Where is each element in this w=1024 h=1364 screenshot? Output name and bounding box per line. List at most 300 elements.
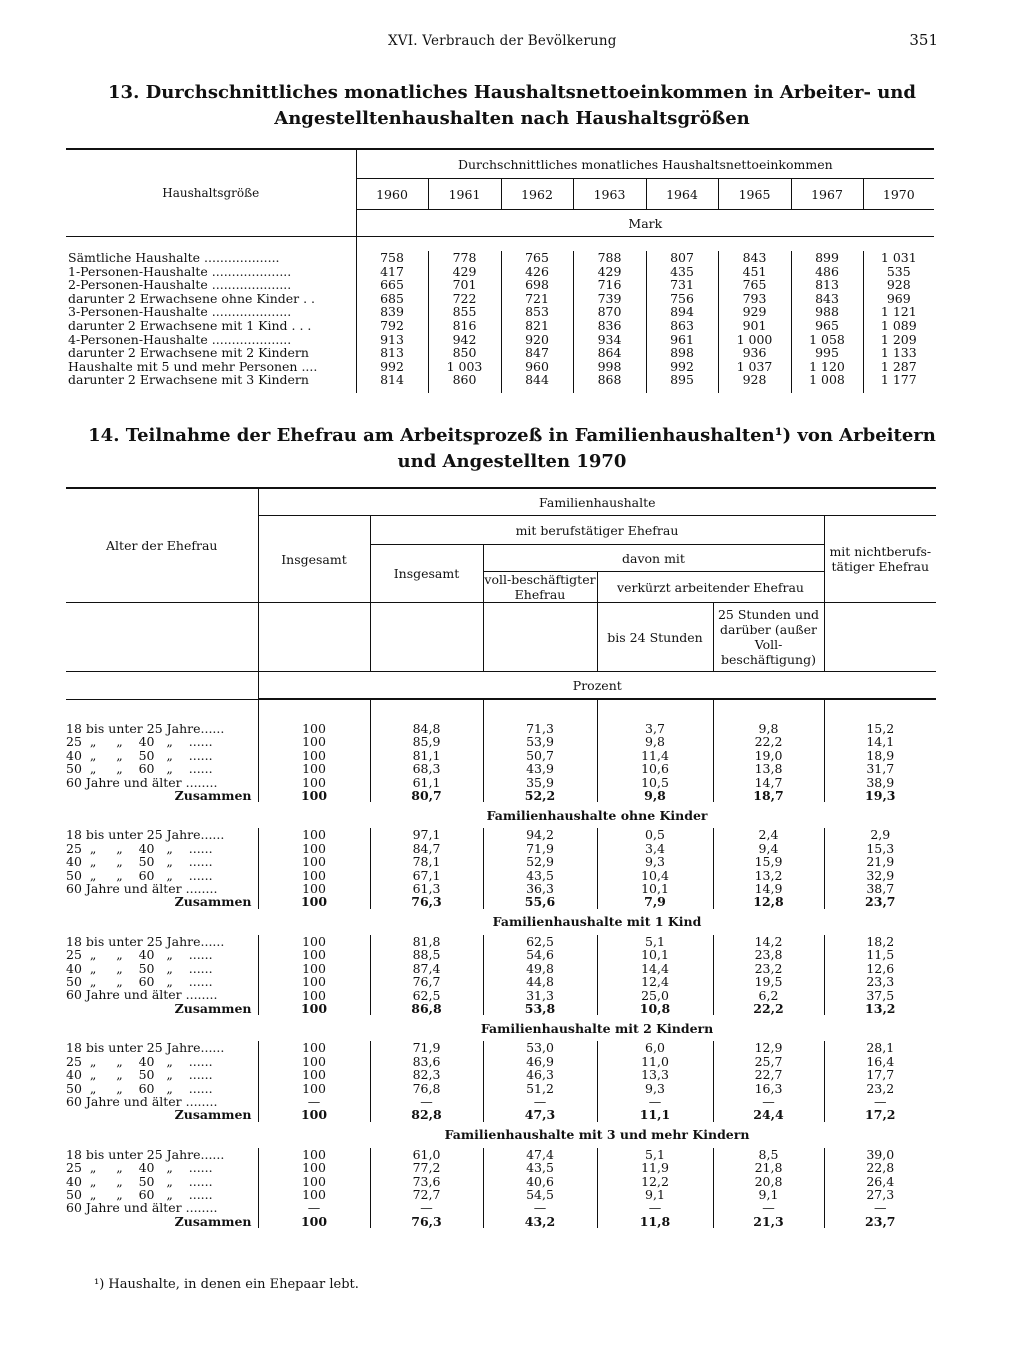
table14-cell: 28,1 [866,1040,895,1056]
table14-total-cell: 76,3 [411,1213,442,1229]
table13-unit: Mark [356,210,934,237]
table14-cell: 62,5 [412,987,441,1003]
table14-total-cell: 22,2 [753,1000,784,1016]
table13-cell: 1 209 [880,331,917,347]
table14-cell: 100 [302,774,326,790]
table14-cell: 62,5 [526,933,554,949]
table14-column-bis-24-stunden [597,1041,713,1121]
table14-cell: — [420,1200,433,1216]
table13-cell: 731 [670,277,694,293]
table14-davon-mit: davon mit [483,545,824,572]
table14-column-berufstaetig-insgesamt [370,722,483,802]
table14-cell: 100 [302,1067,326,1083]
table14-cell: 61,0 [412,1146,441,1162]
table14-cell: 12,2 [641,1173,669,1189]
table14-cell: 36,3 [526,881,554,897]
table14-cell: 9,8 [645,734,665,750]
table14-column-nicht-berufstaetig [824,722,936,802]
table14-column-berufstaetig-insgesamt [370,828,483,908]
table14-cell: 43,5 [526,867,554,883]
table13-cell: 721 [525,290,549,306]
table14-column-insgesamt [258,1148,370,1228]
table13-cell: 1 287 [880,358,917,374]
table13-year-header: 1963 [573,179,646,210]
table14-familienhaushalte: Familienhaushalte [258,488,936,516]
table14-age-label: 60 Jahre und älter ........ [66,1093,218,1109]
table14-cell: 12,6 [866,960,895,976]
table14-age-label: 25 „ „ 40 „ ...... [66,947,213,963]
table14-age-label: 40 „ „ 50 „ ...... [66,747,213,763]
table13-cell: 899 [815,250,839,265]
table14-cell: 35,9 [526,774,554,790]
table14-cell: 100 [302,987,326,1003]
table14-cell: 100 [302,1173,326,1189]
table14-cell: 10,1 [641,947,669,963]
table14-cell: 37,5 [866,987,895,1003]
table13-column-1963 [573,251,646,393]
table14-total-cell: 18,7 [753,788,784,804]
table14-total-label: Zusammen [174,1213,252,1229]
table14-total-cell: 100 [300,1107,328,1123]
table14-cell: 19,0 [754,747,783,763]
table14-age-label: 60 Jahre und älter ........ [66,881,218,897]
table13-cell: 929 [742,304,767,320]
table13-cell: 814 [380,372,404,388]
table13-cell: 792 [380,317,404,333]
table14-verkuerzt: verkürzt arbeitender Ehefrau [597,572,824,603]
table13-row-label: 4-Personen-Haushalte .................... [68,331,292,347]
table13-year-header: 1970 [863,179,934,210]
table14-column-insgesamt [258,722,370,802]
table14-section-title: Familienhaushalte mit 1 Kind [492,914,702,930]
table14-cell: 52,9 [526,854,554,870]
table13-cell: 1 031 [880,250,917,265]
table14-section-rows [66,1041,936,1121]
table13-cell: 843 [815,290,839,306]
table14-cell: 54,5 [526,1186,554,1202]
table14-total-cell: 12,8 [753,894,784,910]
table13-cell: 839 [380,304,404,320]
table14-cell: 100 [302,933,326,949]
table14-column-insgesamt [258,935,370,1015]
table13-row-label: darunter 2 Erwachsene mit 1 Kind . . . [68,317,312,333]
table14-total-cell: 80,7 [411,788,442,804]
table14-cell: 44,8 [526,974,554,990]
table14-total-cell: 19,3 [865,788,896,804]
table14-cell: 11,9 [641,1160,669,1176]
table14-cell: 43,5 [526,1160,554,1176]
table14-age-label: 40 „ „ 50 „ ...... [66,1067,213,1083]
table14-total-cell: 11,1 [639,1107,671,1123]
table13-cell: 1 089 [880,317,917,333]
table14-cell: — [762,1200,775,1216]
table13-cell: 788 [597,250,622,265]
table14-column-berufstaetig-insgesamt [370,1041,483,1121]
table14-cell: 15,9 [754,854,783,870]
table13-year-header: 1965 [718,179,791,210]
table14-cell: 97,1 [412,827,441,843]
table14-cell: 94,2 [526,827,554,843]
table14-cell: 61,3 [412,881,441,897]
table14-cell: 71,9 [412,1040,441,1056]
table14-cell: 51,2 [526,1080,554,1096]
table14-cell: 31,7 [866,761,895,777]
table13-cell: 816 [452,317,477,333]
table13-cell: 934 [597,331,622,347]
table14-cell: 18,2 [866,933,895,949]
table14-total-cell: 53,8 [524,1000,556,1016]
table13-cell: 701 [452,277,477,293]
table13-column-1965 [718,251,791,393]
table14-cell: 100 [302,854,326,870]
table14-cell: 54,6 [526,947,554,963]
table13-cell: 936 [742,345,767,361]
table14-title [0,423,1024,475]
table13-cell: 920 [525,331,549,347]
table14 [66,487,936,1228]
table13-row-label: 1-Personen-Haushalte .................... [68,263,292,279]
table14-stub-header: Alter der Ehefrau [66,488,258,603]
table14-cell: 50,7 [526,747,554,763]
table14-age-label: 60 Jahre und älter ........ [66,1200,218,1216]
table14-cell: 14,2 [754,933,783,949]
table13-cell: 853 [525,304,549,320]
table14-column-25-stunden-und-mehr [713,722,824,802]
table14-cell: 26,4 [866,1173,895,1189]
table14-cell: 10,4 [641,867,669,883]
table14-total-cell: 24,4 [753,1107,784,1123]
table13-cell: 1 120 [809,358,845,374]
table14-cell: 9,3 [645,854,665,870]
table13-cell: 698 [525,277,549,293]
table14-cell: — [420,1093,433,1109]
table14-cell: 85,9 [412,734,441,750]
table14-cell: 43,9 [526,761,554,777]
table13-cell: 965 [815,317,839,333]
table13-cell: 992 [670,358,694,374]
table13-cell: 847 [525,345,549,361]
table13-column-1967 [791,251,863,393]
footnote: ¹) Haushalte, in denen ein Ehepaar lebt. [94,1277,359,1292]
table14-total-label: Zusammen [174,894,252,910]
table14-section-rows [66,722,936,802]
table13-row-label: darunter 2 Erwachsene mit 2 Kindern [68,345,309,361]
table13-year-header: 1960 [356,179,428,210]
table14-cell: 13,3 [641,1067,669,1083]
table14-cell: 88,5 [412,947,441,963]
table14-age-label: 60 Jahre und älter ........ [66,987,218,1003]
table13-cell: 486 [815,263,839,279]
table13-cell: 778 [452,250,477,265]
table14-column-vollbeschaeftigt [483,722,597,802]
table14-cell: 100 [302,1146,326,1162]
table14-row-labels [66,722,258,802]
table13-year-header: 1964 [646,179,718,210]
table14-column-25-stunden-und-mehr [713,935,824,1015]
table14-total-cell: 43,2 [524,1213,556,1229]
table13-cell: 863 [670,317,694,333]
table13-cell: 435 [670,263,694,279]
table13-cell: 992 [380,358,404,374]
table13-cell: 1 121 [880,304,917,320]
table14-cell: 100 [302,947,326,963]
table14-cell: 100 [302,840,326,856]
table14-cell: 12,9 [754,1040,783,1056]
table13-cell: 960 [525,358,549,374]
table14-column-vollbeschaeftigt [483,828,597,908]
running-head: XVI. Verbrauch der Bevölkerung [388,33,617,49]
table14-cell: 17,7 [866,1067,895,1083]
table13-cell: 928 [886,277,911,293]
table13-column-1964 [646,251,718,393]
table14-cell: 13,8 [754,761,783,777]
table13-cell: 685 [380,290,404,306]
table13-row-label: 3-Personen-Haushalte .................... [68,304,292,320]
table14-row-labels [66,1148,258,1228]
table13-cell: 898 [670,345,694,361]
table14-cell: 27,3 [866,1186,895,1202]
table14-total-cell: 100 [300,788,328,804]
table14-cell: 83,6 [412,1053,441,1069]
table13-row-labels [66,251,356,393]
table14-cell: — [648,1093,662,1109]
table14-row-labels [66,828,258,908]
table13-cell: 429 [452,263,477,279]
table14-column-nicht-berufstaetig [824,1148,936,1228]
table13-cell: 451 [742,263,767,279]
table14-cell: 100 [302,747,326,763]
table14-cell: 100 [302,881,326,897]
table13-cell: 850 [452,345,477,361]
table14-cell: 46,3 [526,1067,554,1083]
table13-cell: 821 [525,317,549,333]
table14-cell: 22,7 [754,1067,783,1083]
table14-section-title: Familienhaushalte mit 3 und mehr Kindern [444,1127,750,1143]
table14-cell: 12,4 [641,974,669,990]
table14-cell: 11,0 [641,1053,669,1069]
table14-total-cell: 52,2 [524,788,556,804]
table14-total-label: Zusammen [174,1107,252,1123]
table13-cell: 844 [525,372,549,388]
table13-title-line2: Angestelltenhaushalten nach Haushaltsgrößen [274,108,750,129]
table13-cell: 961 [670,331,694,347]
table13-cell: 995 [815,345,839,361]
table14-cell: 22,2 [754,734,783,750]
table14-cell: 39,0 [866,1146,895,1162]
table14-cell: 2,4 [758,827,779,843]
table14-cell: 2,9 [870,827,891,843]
table14-section-rows [66,935,936,1015]
table14-cell: 32,9 [866,867,895,883]
table14-cell: 9,3 [645,1080,665,1096]
table14-cell: 6,0 [645,1040,665,1056]
table14-cell: 21,9 [866,854,895,870]
table14-column-vollbeschaeftigt [483,935,597,1015]
table14-cell: 0,5 [645,827,665,843]
table14-cell: 23,2 [754,960,783,976]
table13-cell: 860 [452,372,477,388]
table13-cell: 665 [380,277,404,293]
table14-unit: Prozent [258,672,936,700]
table14-cell: 100 [302,721,326,736]
table13-row-label: darunter 2 Erwachsene ohne Kinder . . [68,290,316,306]
table13-cell: 739 [597,290,622,306]
table14-column-insgesamt [258,1041,370,1121]
table14-cell: 11,4 [641,747,669,763]
table14-total-cell: 21,3 [753,1213,784,1229]
table13-cell: 998 [597,358,622,374]
table13-cell: 843 [742,250,767,265]
table13-cell: 813 [380,345,404,361]
table14-column-25-stunden-und-mehr [713,828,824,908]
table14-mit-berufstaetiger: mit berufstätiger Ehefrau [370,516,824,545]
table14-cell: 15,3 [866,840,895,856]
table14-column-bis-24-stunden [597,935,713,1015]
table13-cell: 864 [597,345,622,361]
table13-cell: 913 [380,331,404,347]
table14-total-cell: 23,7 [865,1213,896,1229]
table14-column-berufstaetig-insgesamt [370,935,483,1015]
table14-cell: 81,8 [412,933,441,949]
table14-cell: 19,5 [754,974,783,990]
table14-cell: 100 [302,827,326,843]
table14-cell: 100 [302,1040,326,1056]
table14-title-line1: 14. Teilnahme der Ehefrau am Arbeitsprozeß in Familienhaushalten¹) von Arbeitern [88,425,936,446]
table14-cell: 16,3 [754,1080,783,1096]
table14-cell: 9,4 [758,840,779,856]
table14-25plus: 25 Stunden und darüber (außer Voll-beschäftigung) [713,603,824,672]
table13-cell: 1 058 [809,331,845,347]
table13-column-1962 [501,251,573,393]
table14-column-nicht-berufstaetig [824,828,936,908]
table13-year-header: 1961 [428,179,501,210]
table14-age-label: 25 „ „ 40 „ ...... [66,840,213,856]
table14-cell: 11,5 [866,947,895,963]
table14-cell: 100 [302,867,326,883]
table13-cell: 535 [886,263,911,279]
table14-cell: — [533,1200,547,1216]
table14-column-25-stunden-und-mehr [713,1041,824,1121]
table13-year-header: 1967 [791,179,863,210]
table14-total-cell: 100 [300,1000,328,1016]
table14-cell: 100 [302,734,326,750]
table14-age-label: 50 „ „ 60 „ ...... [66,761,213,777]
table13-cell: 1 003 [446,358,483,374]
table13-row-label: 2-Personen-Haushalte .................... [68,277,292,293]
table14-cell: 100 [302,761,326,777]
table14-title-line2: und Angestellten 1970 [397,451,627,472]
table14-cell: 14,7 [754,774,783,790]
table14-cell: 40,6 [526,1173,554,1189]
table14-cell: 23,3 [866,974,895,990]
table14-column-vollbeschaeftigt [483,1148,597,1228]
table14-cell: 14,4 [641,960,669,976]
table13 [66,148,934,393]
table13-cell: 855 [452,304,477,320]
table14-total-cell: 11,8 [639,1213,671,1229]
table14-cell: — [874,1200,887,1216]
table13-cell: 793 [742,290,767,306]
table14-cell: 38,9 [866,774,895,790]
table14-age-label: 18 bis unter 25 Jahre...... [66,933,225,949]
table14-total-cell: 17,2 [865,1107,896,1123]
table14-cell: 10,1 [641,881,669,897]
table14-cell: 87,4 [412,960,441,976]
table13-cell: 813 [815,277,839,293]
table14-cell: 71,9 [526,840,554,856]
table14-cell: 25,7 [754,1053,783,1069]
table14-cell: 13,2 [754,867,783,883]
table13-title-line1: 13. Durchschnittliches monatliches Haushaltsnettoeinkommen in Arbeiter- und [108,82,916,103]
table13-cell: 765 [525,250,549,265]
table14-cell: 84,8 [412,721,441,736]
table13-cell: 417 [380,263,404,279]
table14-cell: 82,3 [412,1067,441,1083]
table14-cell: 76,8 [412,1080,441,1096]
table14-cell: 15,2 [866,721,895,736]
table14-column-bis-24-stunden [597,828,713,908]
table14-column-insgesamt [258,828,370,908]
table14-total-cell: 86,8 [411,1000,442,1016]
table14-cell: 23,8 [754,947,783,963]
table14-cell: 100 [302,974,326,990]
table14-cell: 72,7 [412,1186,441,1202]
table13-cell: 836 [597,317,622,333]
table14-cell: 100 [302,1053,326,1069]
table14-cell: 14,1 [866,734,895,750]
table14-cell: 22,8 [866,1160,895,1176]
table13-cell: 756 [670,290,694,306]
table13-cell: 942 [452,331,477,347]
table13-cell: 870 [597,304,622,320]
table14-cell: — [762,1093,775,1109]
table14-cell: — [307,1093,321,1109]
table14-cell: 31,3 [526,987,554,1003]
table14-total-cell: 9,8 [644,788,666,804]
table13-cell: 928 [742,372,767,388]
table14-age-label: 18 bis unter 25 Jahre...... [66,1040,225,1056]
table13-row-label: Sämtliche Haushalte ................... [68,251,280,265]
table14-cell: 3,4 [645,840,665,856]
table14-cell: 38,7 [866,881,895,897]
table13-cell: 1 008 [809,372,845,388]
table14-nichtberufstaetig: mit nichtberufs-tätiger Ehefrau [824,516,936,603]
table14-section-title: Familienhaushalte mit 2 Kindern [480,1020,714,1036]
table13-column-1970 [863,251,934,393]
table13-cell: 1 037 [736,358,773,374]
table14-total-cell: 55,6 [524,894,556,910]
table14-column-bis-24-stunden [597,1148,713,1228]
table14-total-cell: 47,3 [524,1107,556,1123]
table14-cell: 100 [302,1160,326,1176]
table14-cell: 23,2 [866,1080,895,1096]
table13-row-label: Haushalte mit 5 und mehr Personen .... [68,358,318,374]
table14-cell: 76,7 [412,974,441,990]
table14-age-label: 40 „ „ 50 „ ...... [66,854,213,870]
table14-cell: 81,1 [412,747,441,763]
table14-age-label: 50 „ „ 60 „ ...... [66,1186,213,1202]
table14-row-labels [66,935,258,1015]
table14-cell: 18,9 [866,747,895,763]
table14-cell: 21,8 [754,1160,783,1176]
table14-age-label: 60 Jahre und älter ........ [66,774,218,790]
table14-cell: 10,6 [641,761,669,777]
table14-age-label: 50 „ „ 60 „ ...... [66,867,213,883]
table14-total-cell: 10,8 [639,1000,671,1016]
table14-insgesamt: Insgesamt [258,516,370,603]
table14-cell: 100 [302,1080,326,1096]
table14-cell: 100 [302,960,326,976]
